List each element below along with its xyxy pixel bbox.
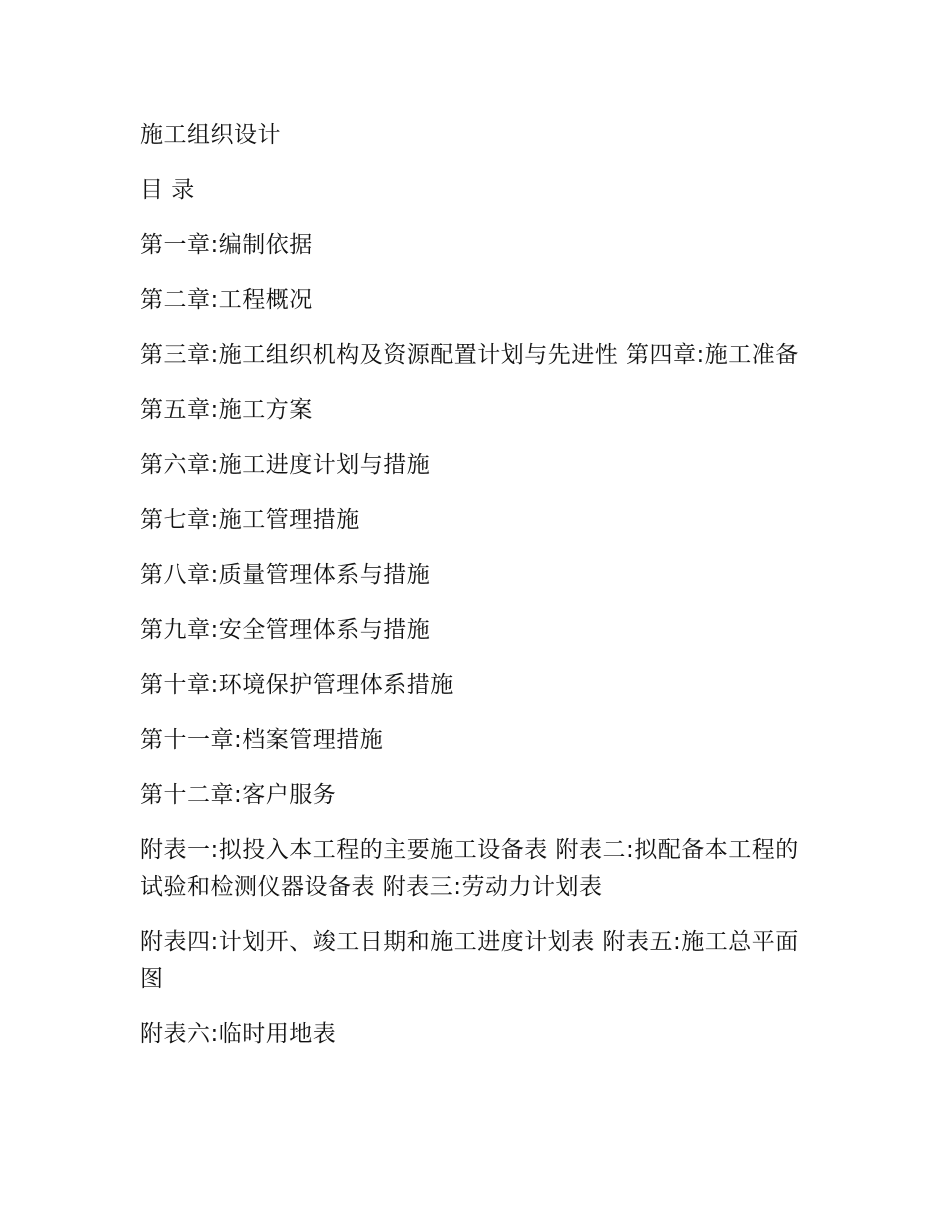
- toc-entry-appendix-6: 附表六:临时用地表: [140, 1021, 337, 1047]
- document-content: [140, 117, 808, 1071]
- toc-entry-chapter-7: 第七章:施工管理措施: [140, 507, 360, 533]
- toc-entry-chapter-1: 第一章:编制依据: [140, 232, 313, 258]
- toc-entry-chapter-3-4: 第三章:施工组织机构及资源配置计划与先进性 第四章:施工准备: [140, 342, 799, 368]
- toc-heading: 目 录: [140, 177, 195, 203]
- toc-entry-chapter-6: 第六章:施工进度计划与措施: [140, 452, 431, 478]
- toc-entry-chapter-10: 第十章:环境保护管理体系措施: [140, 672, 454, 698]
- toc-entry-chapter-12: 第十二章:客户服务: [140, 782, 337, 808]
- toc-entry-appendix-4-5: 附表四:计划开、竣工日期和施工进度计划表 附表五:施工总平面图: [140, 929, 799, 992]
- toc-entry-chapter-5: 第五章:施工方案: [140, 397, 313, 423]
- toc-entry-chapter-8: 第八章:质量管理体系与措施: [140, 562, 431, 588]
- toc-entry-chapter-11: 第十一章:档案管理措施: [140, 727, 384, 753]
- toc-entry-chapter-9: 第九章:安全管理体系与措施: [140, 617, 431, 643]
- toc-entry-appendix-1-3: 附表一:拟投入本工程的主要施工设备表 附表二:拟配备本工程的试验和检测仪器设备表 附表三:劳动力计划表: [140, 837, 799, 900]
- document-title: 施工组织设计: [140, 122, 281, 148]
- toc-entry-chapter-2: 第二章:工程概况: [140, 287, 313, 313]
